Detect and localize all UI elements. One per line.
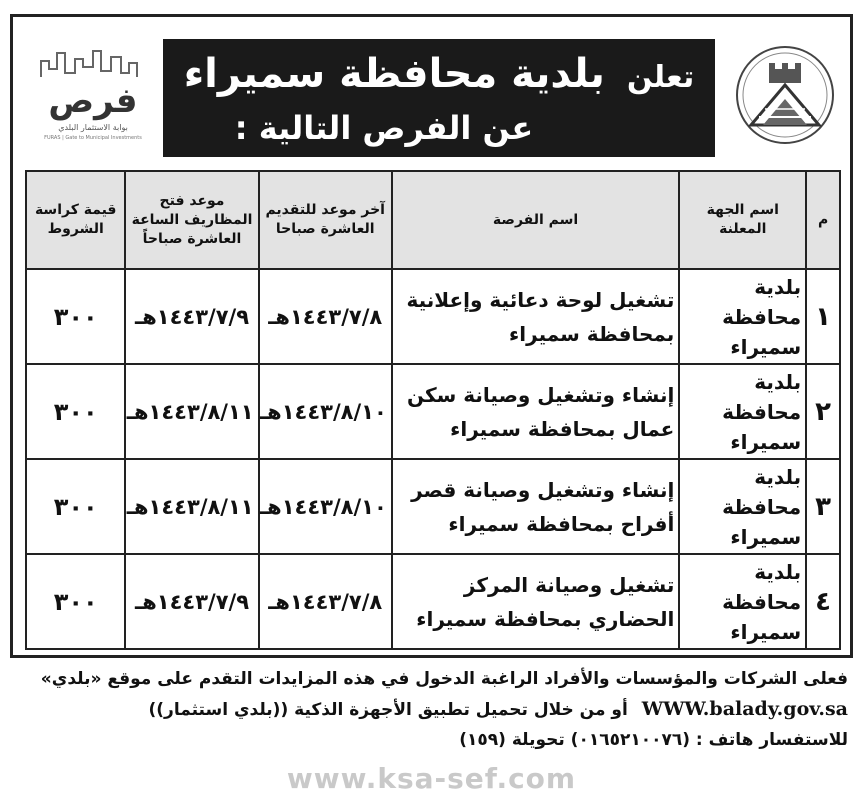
row-num: ٢ <box>806 364 840 459</box>
city-skyline-icon <box>31 43 155 83</box>
banner-title <box>163 49 715 103</box>
furas-word: فرص <box>48 81 138 121</box>
row-price: ٣٠٠ <box>26 554 125 649</box>
row-opening: ١٤٤٣/٧/٩هـ <box>125 269 258 364</box>
furas-english: FURAS | Gate to Municipal Investments <box>44 135 142 141</box>
row-opening: ١٤٤٣/٨/١١هـ <box>125 364 258 459</box>
footer-line2 <box>18 694 848 725</box>
header-price: قيمة كراسة الشروط <box>26 171 125 269</box>
emblem-icon <box>729 39 841 165</box>
row-deadline: ١٤٤٣/٨/١٠هـ <box>259 459 392 554</box>
row-entity: بلدية محافظة سميراء <box>679 269 806 364</box>
table-row <box>26 554 840 649</box>
website-url[interactable]: WWW.balady.gov.sa <box>641 698 848 720</box>
row-num: ٣ <box>806 459 840 554</box>
header-opening: موعد فتح المظاريف الساعة العاشرة صباحاً <box>125 171 258 269</box>
row-opportunity: إنشاء وتشغيل وصيانة سكن عمال بمحافظة سميراء <box>392 364 680 459</box>
row-opportunity: تشغيل لوحة دعائية وإعلانية بمحافظة سميراء <box>392 269 680 364</box>
row-price: ٣٠٠ <box>26 269 125 364</box>
row-opening: ١٤٤٣/٧/٩هـ <box>125 554 258 649</box>
footer-app-text: أو من خلال تحميل تطبيق الأجهزة الذكية ((بلدي استثمار)) <box>148 700 628 720</box>
row-price: ٣٠٠ <box>26 459 125 554</box>
table-row <box>26 459 840 554</box>
row-entity: بلدية محافظة سميراء <box>679 554 806 649</box>
furas-subtitle: بوابة الاستثمار البلدي <box>58 123 128 132</box>
title-banner <box>163 39 715 157</box>
announce-prefix: تعلن <box>626 60 695 95</box>
row-deadline: ١٤٤٣/٧/٨هـ <box>259 554 392 649</box>
table-row <box>26 269 840 364</box>
municipality-emblem <box>729 39 841 165</box>
row-deadline: ١٤٤٣/٧/٨هـ <box>259 269 392 364</box>
opportunities-table <box>25 170 841 650</box>
footer-line3: للاستفسار هاتف : (٠١٦٥٢١٠٠٧٦) تحويلة (١٥٩) <box>459 730 848 750</box>
municipality-name: بلدية محافظة سميراء <box>183 51 605 97</box>
row-num: ٤ <box>806 554 840 649</box>
row-price: ٣٠٠ <box>26 364 125 459</box>
header <box>13 17 850 167</box>
banner-subtitle: عن الفرص التالية : <box>234 109 534 147</box>
announcement-frame <box>10 14 853 658</box>
row-deadline: ١٤٤٣/٨/١٠هـ <box>259 364 392 459</box>
row-num: ١ <box>806 269 840 364</box>
row-opportunity: إنشاء وتشغيل وصيانة قصر أفراح بمحافظة سميراء <box>392 459 680 554</box>
row-opportunity: تشغيل وصيانة المركز الحضاري بمحافظة سميراء <box>392 554 680 649</box>
row-opening: ١٤٤٣/٨/١١هـ <box>125 459 258 554</box>
footer-notice <box>18 664 848 755</box>
watermark: www.ksa-sef.com <box>286 762 577 795</box>
header-deadline: آخر موعد للتقديم العاشرة صباحا <box>259 171 392 269</box>
footer-line1: فعلى الشركات والمؤسسات والأفراد الراغبة الدخول في هذه المزايدات التقدم على موقع «بلدي» <box>40 669 848 689</box>
row-entity: بلدية محافظة سميراء <box>679 364 806 459</box>
row-entity: بلدية محافظة سميراء <box>679 459 806 554</box>
header-entity: اسم الجهة المعلنة <box>679 171 806 269</box>
header-num: م <box>806 171 840 269</box>
table-header-row <box>26 171 840 269</box>
furas-portal-logo <box>31 43 155 143</box>
table-row <box>26 364 840 459</box>
header-opportunity: اسم الفرصة <box>392 171 680 269</box>
